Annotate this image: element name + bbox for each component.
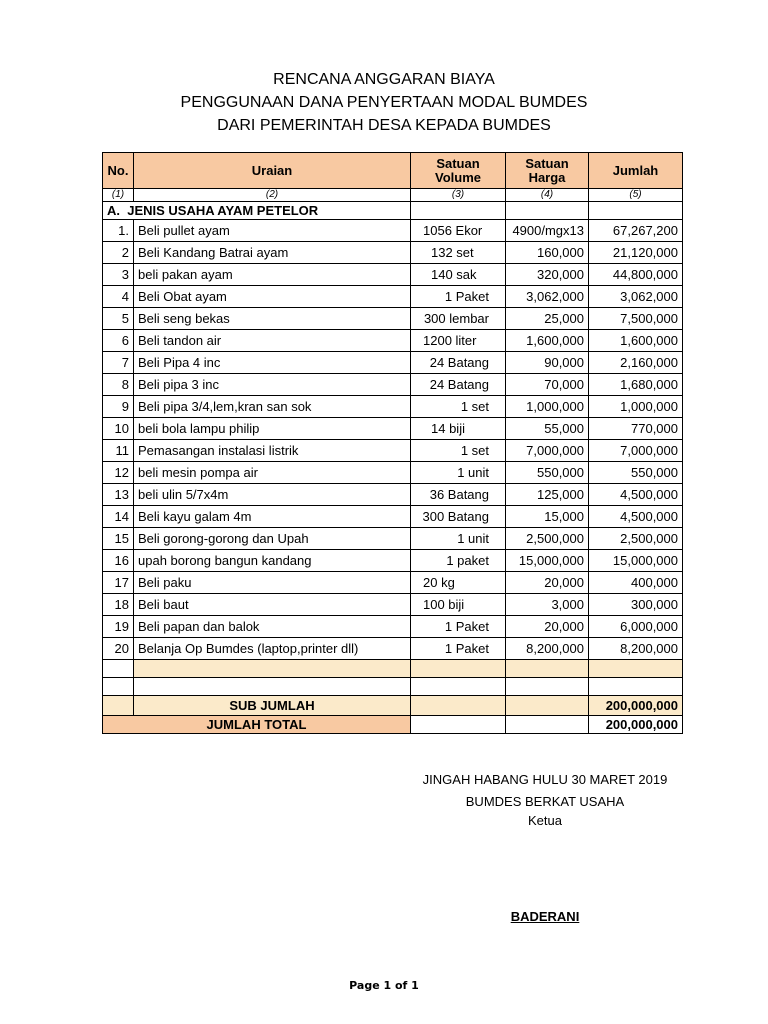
row-no: 12 xyxy=(103,462,134,484)
signature-place-date: JINGAH HABANG HULU 30 MARET 2019 xyxy=(422,772,668,787)
row-harga: 4900/mgx13 xyxy=(506,220,589,242)
row-harga: 3,000 xyxy=(506,594,589,616)
row-uraian: Pemasangan instalasi listrik xyxy=(134,440,411,462)
row-no: 19 xyxy=(103,616,134,638)
row-jumlah: 1,000,000 xyxy=(589,396,683,418)
signature-name: BADERANI xyxy=(510,909,580,924)
row-jumlah: 1,600,000 xyxy=(589,330,683,352)
row-volume: 1 unit xyxy=(411,528,506,550)
row-harga: 15,000,000 xyxy=(506,550,589,572)
header-no: No. xyxy=(103,153,134,189)
total-value: 200,000,000 xyxy=(589,716,683,734)
row-harga: 2,500,000 xyxy=(506,528,589,550)
subtotal-empty-3 xyxy=(411,696,506,716)
blank-cell xyxy=(134,678,411,696)
blank-cell xyxy=(589,678,683,696)
row-volume: 36 Batang xyxy=(411,484,506,506)
blank-cell xyxy=(103,678,134,696)
row-jumlah: 4,500,000 xyxy=(589,484,683,506)
row-jumlah: 4,500,000 xyxy=(589,506,683,528)
row-volume: 1 Paket xyxy=(411,286,506,308)
table-row xyxy=(103,484,683,506)
row-no: 10 xyxy=(103,418,134,440)
row-uraian: Beli Pipa 4 inc xyxy=(134,352,411,374)
total-empty-3 xyxy=(411,716,506,734)
row-no: 6 xyxy=(103,330,134,352)
row-volume: 140 sak xyxy=(411,264,506,286)
row-harga: 55,000 xyxy=(506,418,589,440)
blank-cell xyxy=(411,660,506,678)
row-harga: 20,000 xyxy=(506,572,589,594)
signature-role: Ketua xyxy=(528,813,562,828)
col-index-4: (4) xyxy=(506,189,589,202)
row-jumlah: 400,000 xyxy=(589,572,683,594)
row-jumlah: 7,500,000 xyxy=(589,308,683,330)
row-uraian: Beli pullet ayam xyxy=(134,220,411,242)
row-volume: 300 Batang xyxy=(411,506,506,528)
table-row xyxy=(103,308,683,330)
blank-cell xyxy=(103,660,134,678)
row-harga: 8,200,000 xyxy=(506,638,589,660)
table-row xyxy=(103,286,683,308)
blank-row xyxy=(103,660,683,678)
row-volume: 1 set xyxy=(411,396,506,418)
row-uraian: beli pakan ayam xyxy=(134,264,411,286)
header-volume xyxy=(411,153,506,189)
page-footer: Page 1 of 1 xyxy=(349,979,419,992)
row-no: 14 xyxy=(103,506,134,528)
blank-cell xyxy=(411,678,506,696)
table-row xyxy=(103,220,683,242)
row-jumlah: 6,000,000 xyxy=(589,616,683,638)
row-uraian: Beli kayu galam 4m xyxy=(134,506,411,528)
row-harga: 550,000 xyxy=(506,462,589,484)
title-line-2: PENGGUNAAN DANA PENYERTAAN MODAL BUMDES xyxy=(180,94,588,111)
row-no: 15 xyxy=(103,528,134,550)
col-index-1: (1) xyxy=(103,189,134,202)
row-volume: 1200 liter xyxy=(411,330,506,352)
table-row xyxy=(103,330,683,352)
column-index-row xyxy=(103,189,683,202)
row-uraian: Beli pipa 3/4,lem,kran san sok xyxy=(134,396,411,418)
table-row xyxy=(103,264,683,286)
row-harga: 320,000 xyxy=(506,264,589,286)
row-volume: 100 biji xyxy=(411,594,506,616)
row-no: 17 xyxy=(103,572,134,594)
blank-cell xyxy=(506,660,589,678)
row-no: 2 xyxy=(103,242,134,264)
section-empty-5 xyxy=(589,202,683,220)
row-no: 1. xyxy=(103,220,134,242)
row-harga: 20,000 xyxy=(506,616,589,638)
row-no: 5 xyxy=(103,308,134,330)
table-row xyxy=(103,242,683,264)
row-uraian: Beli pipa 3 inc xyxy=(134,374,411,396)
row-volume: 1056 Ekor xyxy=(411,220,506,242)
row-uraian: Belanja Op Bumdes (laptop,printer dll) xyxy=(134,638,411,660)
row-volume: 1 unit xyxy=(411,462,506,484)
table-row xyxy=(103,550,683,572)
row-no: 11 xyxy=(103,440,134,462)
table-row xyxy=(103,572,683,594)
row-no: 8 xyxy=(103,374,134,396)
table-row xyxy=(103,594,683,616)
subtotal-value: 200,000,000 xyxy=(589,696,683,716)
col-index-3: (3) xyxy=(411,189,506,202)
row-uraian: Beli papan dan balok xyxy=(134,616,411,638)
subtotal-label: SUB JUMLAH xyxy=(134,696,411,716)
section-empty-4 xyxy=(506,202,589,220)
header-volume-text: Satuan Volume xyxy=(435,155,481,185)
row-volume: 24 Batang xyxy=(411,352,506,374)
table-row xyxy=(103,506,683,528)
row-harga: 70,000 xyxy=(506,374,589,396)
section-title xyxy=(103,202,411,220)
row-jumlah: 550,000 xyxy=(589,462,683,484)
table-row xyxy=(103,462,683,484)
row-jumlah: 15,000,000 xyxy=(589,550,683,572)
total-row xyxy=(103,716,683,734)
row-uraian: beli ulin 5/7x4m xyxy=(134,484,411,506)
row-harga: 1,000,000 xyxy=(506,396,589,418)
row-harga: 160,000 xyxy=(506,242,589,264)
table-row xyxy=(103,418,683,440)
row-jumlah: 8,200,000 xyxy=(589,638,683,660)
row-volume: 24 Batang xyxy=(411,374,506,396)
row-jumlah: 67,267,200 xyxy=(589,220,683,242)
row-jumlah: 2,500,000 xyxy=(589,528,683,550)
subtotal-empty-4 xyxy=(506,696,589,716)
row-no: 3 xyxy=(103,264,134,286)
row-uraian: Beli paku xyxy=(134,572,411,594)
blank-cell xyxy=(134,660,411,678)
header-harga-text: Satuan Harga xyxy=(525,155,569,185)
row-volume: 20 kg xyxy=(411,572,506,594)
budget-table xyxy=(102,152,683,734)
row-uraian: upah borong bangun kandang xyxy=(134,550,411,572)
row-harga: 25,000 xyxy=(506,308,589,330)
subtotal-empty-1 xyxy=(103,696,134,716)
row-no: 16 xyxy=(103,550,134,572)
title-line-3: DARI PEMERINTAH DESA KEPADA BUMDES xyxy=(217,117,551,134)
row-harga: 90,000 xyxy=(506,352,589,374)
row-harga: 125,000 xyxy=(506,484,589,506)
row-no: 20 xyxy=(103,638,134,660)
row-no: 13 xyxy=(103,484,134,506)
row-jumlah: 770,000 xyxy=(589,418,683,440)
row-uraian: Beli Kandang Batrai ayam xyxy=(134,242,411,264)
total-label: JUMLAH TOTAL xyxy=(103,716,411,734)
table-row xyxy=(103,374,683,396)
subtotal-row xyxy=(103,696,683,716)
row-harga: 15,000 xyxy=(506,506,589,528)
section-label: JENIS USAHA AYAM PETELOR xyxy=(127,203,319,218)
section-empty-3 xyxy=(411,202,506,220)
table-row xyxy=(103,528,683,550)
signature-org: BUMDES BERKAT USAHA xyxy=(465,794,625,809)
row-jumlah: 7,000,000 xyxy=(589,440,683,462)
row-volume: 1 paket xyxy=(411,550,506,572)
row-uraian: Beli tandon air xyxy=(134,330,411,352)
blank-row xyxy=(103,678,683,696)
row-uraian: Beli Obat ayam xyxy=(134,286,411,308)
row-jumlah: 3,062,000 xyxy=(589,286,683,308)
blank-cell xyxy=(589,660,683,678)
title-line-1: RENCANA ANGGARAN BIAYA xyxy=(273,71,495,88)
blank-cell xyxy=(506,678,589,696)
row-jumlah: 2,160,000 xyxy=(589,352,683,374)
row-no: 9 xyxy=(103,396,134,418)
row-no: 18 xyxy=(103,594,134,616)
table-row xyxy=(103,616,683,638)
row-volume: 1 Paket xyxy=(411,616,506,638)
row-uraian: Beli baut xyxy=(134,594,411,616)
row-volume: 300 lembar xyxy=(411,308,506,330)
total-empty-4 xyxy=(506,716,589,734)
col-index-5: (5) xyxy=(589,189,683,202)
row-jumlah: 21,120,000 xyxy=(589,242,683,264)
header-uraian: Uraian xyxy=(134,153,411,189)
header-jumlah: Jumlah xyxy=(589,153,683,189)
header-row xyxy=(103,153,683,189)
table-row xyxy=(103,396,683,418)
row-jumlah: 1,680,000 xyxy=(589,374,683,396)
row-harga: 1,600,000 xyxy=(506,330,589,352)
row-uraian: Beli gorong-gorong dan Upah xyxy=(134,528,411,550)
section-no: A. xyxy=(107,203,120,218)
row-volume: 1 set xyxy=(411,440,506,462)
row-volume: 1 Paket xyxy=(411,638,506,660)
row-uraian: beli bola lampu philip xyxy=(134,418,411,440)
row-harga: 7,000,000 xyxy=(506,440,589,462)
col-index-2: (2) xyxy=(134,189,411,202)
header-harga xyxy=(506,153,589,189)
row-harga: 3,062,000 xyxy=(506,286,589,308)
row-uraian: beli mesin pompa air xyxy=(134,462,411,484)
table-row xyxy=(103,352,683,374)
table-row xyxy=(103,638,683,660)
section-row xyxy=(103,202,683,220)
row-no: 4 xyxy=(103,286,134,308)
row-jumlah: 44,800,000 xyxy=(589,264,683,286)
row-volume: 14 biji xyxy=(411,418,506,440)
table-row xyxy=(103,440,683,462)
row-no: 7 xyxy=(103,352,134,374)
row-uraian: Beli seng bekas xyxy=(134,308,411,330)
row-volume: 132 set xyxy=(411,242,506,264)
row-jumlah: 300,000 xyxy=(589,594,683,616)
